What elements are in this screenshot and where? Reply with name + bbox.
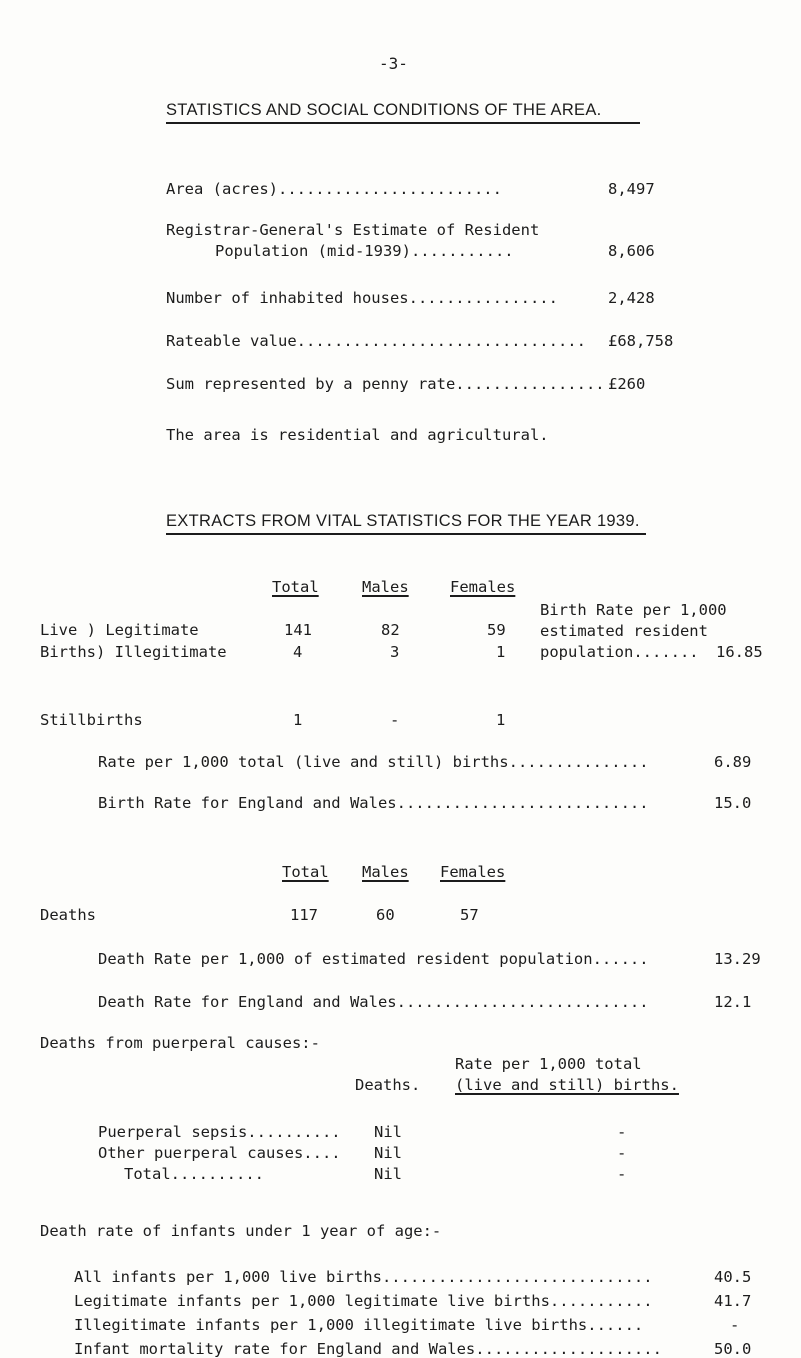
illegitimate-females: 1	[496, 643, 506, 661]
rateable-value-value: £68,758	[608, 332, 674, 350]
stillbirth-rate-label: Rate per 1,000 total (live and still) births...............	[98, 753, 649, 771]
population-label-line1: Registrar-General's Estimate of Resident	[166, 221, 540, 239]
puerperal-sepsis-label: Puerperal sepsis..........	[98, 1123, 341, 1141]
infants-heading: Death rate of infants under 1 year of age:-	[40, 1222, 442, 1240]
births-col-total: Total	[272, 578, 319, 596]
legitimate-females: 59	[487, 621, 506, 639]
stillbirths-females: 1	[496, 711, 506, 729]
illegitimate-total: 4	[293, 643, 303, 661]
rateable-value-label: Rateable value...............................	[166, 332, 586, 350]
deaths-col-males: Males	[362, 863, 409, 881]
stillbirths-label: Stillbirths	[40, 711, 143, 729]
other-puerperal-deaths: Nil	[374, 1144, 402, 1162]
all-infants-value: 40.5	[714, 1268, 752, 1286]
death-rate-value: 13.29	[714, 950, 761, 968]
stillbirth-rate-value: 6.89	[714, 753, 752, 771]
ew-infant-mortality-label: Infant mortality rate for England and Wales....................	[74, 1340, 662, 1358]
page-number: -3-	[379, 54, 408, 73]
illegitimate-males: 3	[390, 643, 400, 661]
birth-rate-line3: population.......	[540, 643, 699, 661]
vital-statistics-heading: EXTRACTS FROM VITAL STATISTICS FOR THE YEAR 1939.	[166, 512, 640, 530]
deaths-females: 57	[460, 906, 479, 924]
illegitimate-infants-label: Illegitimate infants per 1,000 illegitimate live births......	[74, 1316, 644, 1334]
puerperal-heading: Deaths from puerperal causes:-	[40, 1034, 320, 1052]
birth-rate-line2: estimated resident	[540, 622, 708, 640]
deaths-males: 60	[376, 906, 395, 924]
puerperal-col-rate-line2: (live and still) births.	[455, 1076, 679, 1094]
area-acres-label: Area (acres)........................	[166, 180, 502, 198]
stillbirths-total: 1	[293, 711, 303, 729]
puerperal-sepsis-deaths: Nil	[374, 1123, 402, 1141]
population-label-line2: Population (mid-1939)...........	[215, 242, 514, 260]
penny-rate-value: £260	[608, 375, 646, 393]
death-rate-label: Death Rate per 1,000 of estimated resident population......	[98, 950, 649, 968]
ew-death-rate-label: Death Rate for England and Wales...........................	[98, 993, 649, 1011]
penny-rate-label: Sum represented by a penny rate................	[166, 375, 605, 393]
births-row-illegitimate-label: Births) Illegitimate	[40, 643, 227, 661]
puerperal-sepsis-rate: -	[617, 1123, 627, 1141]
ew-death-rate-value: 12.1	[714, 993, 752, 1011]
area-acres-value: 8,497	[608, 180, 655, 198]
deaths-col-total: Total	[282, 863, 329, 881]
puerperal-col-deaths: Deaths.	[355, 1076, 421, 1094]
statistics-heading: STATISTICS AND SOCIAL CONDITIONS OF THE AREA.	[166, 101, 602, 119]
other-puerperal-rate: -	[617, 1144, 627, 1162]
all-infants-label: All infants per 1,000 live births.............................	[74, 1268, 653, 1286]
puerperal-col-rate-line1: Rate per 1,000 total	[455, 1055, 642, 1073]
other-puerperal-label: Other puerperal causes....	[98, 1144, 341, 1162]
stillbirths-males: -	[390, 711, 400, 729]
puerperal-total-rate: -	[617, 1165, 627, 1183]
deaths-label: Deaths	[40, 906, 96, 924]
houses-label: Number of inhabited houses................	[166, 289, 558, 307]
legitimate-males: 82	[381, 621, 400, 639]
puerperal-total-label: Total..........	[124, 1165, 264, 1183]
ew-infant-mortality-value: 50.0	[714, 1340, 752, 1358]
puerperal-total-deaths: Nil	[374, 1165, 402, 1183]
deaths-col-females: Females	[440, 863, 506, 881]
houses-value: 2,428	[608, 289, 655, 307]
births-col-females: Females	[450, 578, 516, 596]
birth-rate-value: 16.85	[716, 643, 763, 661]
legitimate-infants-value: 41.7	[714, 1292, 752, 1310]
ew-birth-rate-label: Birth Rate for England and Wales...........................	[98, 794, 649, 812]
legitimate-total: 141	[284, 621, 312, 639]
population-value: 8,606	[608, 242, 655, 260]
birth-rate-line1: Birth Rate per 1,000	[540, 601, 727, 619]
deaths-total: 117	[290, 906, 318, 924]
legitimate-infants-label: Legitimate infants per 1,000 legitimate live births...........	[74, 1292, 653, 1310]
illegitimate-infants-value: -	[730, 1316, 740, 1334]
area-note: The area is residential and agricultural.	[166, 426, 549, 444]
births-col-males: Males	[362, 578, 409, 596]
ew-birth-rate-value: 15.0	[714, 794, 752, 812]
births-row-legitimate-label: Live ) Legitimate	[40, 621, 199, 639]
